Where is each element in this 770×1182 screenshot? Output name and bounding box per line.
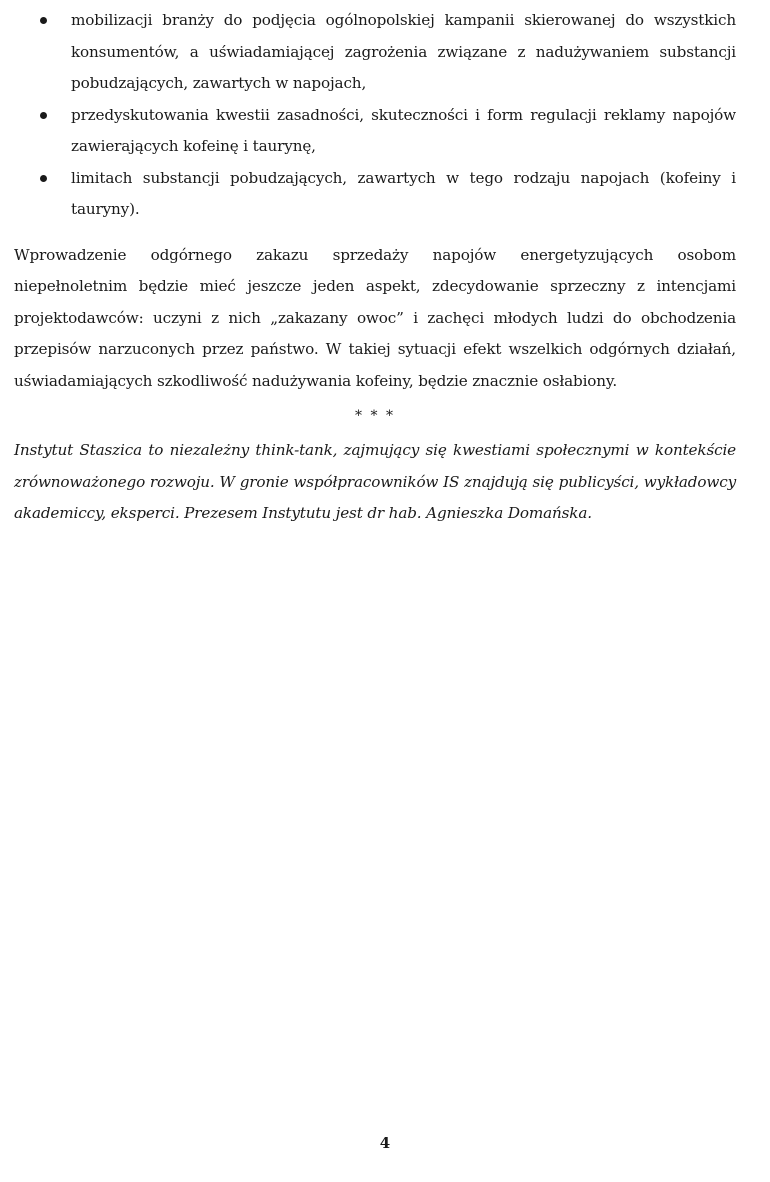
- page-number: 4: [379, 1134, 391, 1152]
- bullet-item: [14, 100, 736, 163]
- bullet-icon: [40, 112, 47, 119]
- bullet-item-text: mobilizacji branży do podjęcia ogólnopolskiej kampanii skierowanej do wszystkich konsumentów, a uświadamiającej zagrożenia związane z nadużywaniem substancji pobudzających, zawartych w napojach,: [71, 11, 736, 92]
- bullet-item-text: limitach substancji pobudzających, zawartych w tego rodzaju napojach (kofeiny i tauryny).: [71, 168, 736, 218]
- bullet-icon: [40, 17, 47, 24]
- bullet-icon: [40, 175, 47, 182]
- document-page: [14, 0, 736, 530]
- bullet-item: [14, 5, 736, 100]
- body-paragraph: Wprowadzenie odgórnego zakazu sprzedaży napojów energetyzujących osobom niepełnoletnim będzie mieć jeszcze jeden aspekt, zdecydowanie sprzeczny z intencjami projektodawców: uczyni z nich „zakazany owoc” i zachęci młodych ludzi do obchodzenia przepisów narzuconych przez państwo. W takiej sytuacji efekt wszelkich odgórnych działań, uświadamiających szkodliwość nadużywania kofeiny, będzie znacznie osłabiony.: [14, 245, 736, 390]
- bullet-item: [14, 163, 736, 226]
- section-separator: * * *: [355, 408, 395, 424]
- bullet-item-text: przedyskutowania kwestii zasadności, skuteczności i form regulacji reklamy napojów zawierających kofeinę i taurynę,: [71, 105, 736, 155]
- institute-note: Instytut Staszica to niezależny think-tank, zajmujący się kwestiami społecznymi w kontekście zrównoważonego rozwoju. W gronie współpracowników IS znajdują się publicyści, wykładowcy akademiccy, eksperci. Prezesem Instytutu jest dr hab. Agnieszka Domańska.: [14, 441, 736, 522]
- bullet-list: [14, 0, 736, 226]
